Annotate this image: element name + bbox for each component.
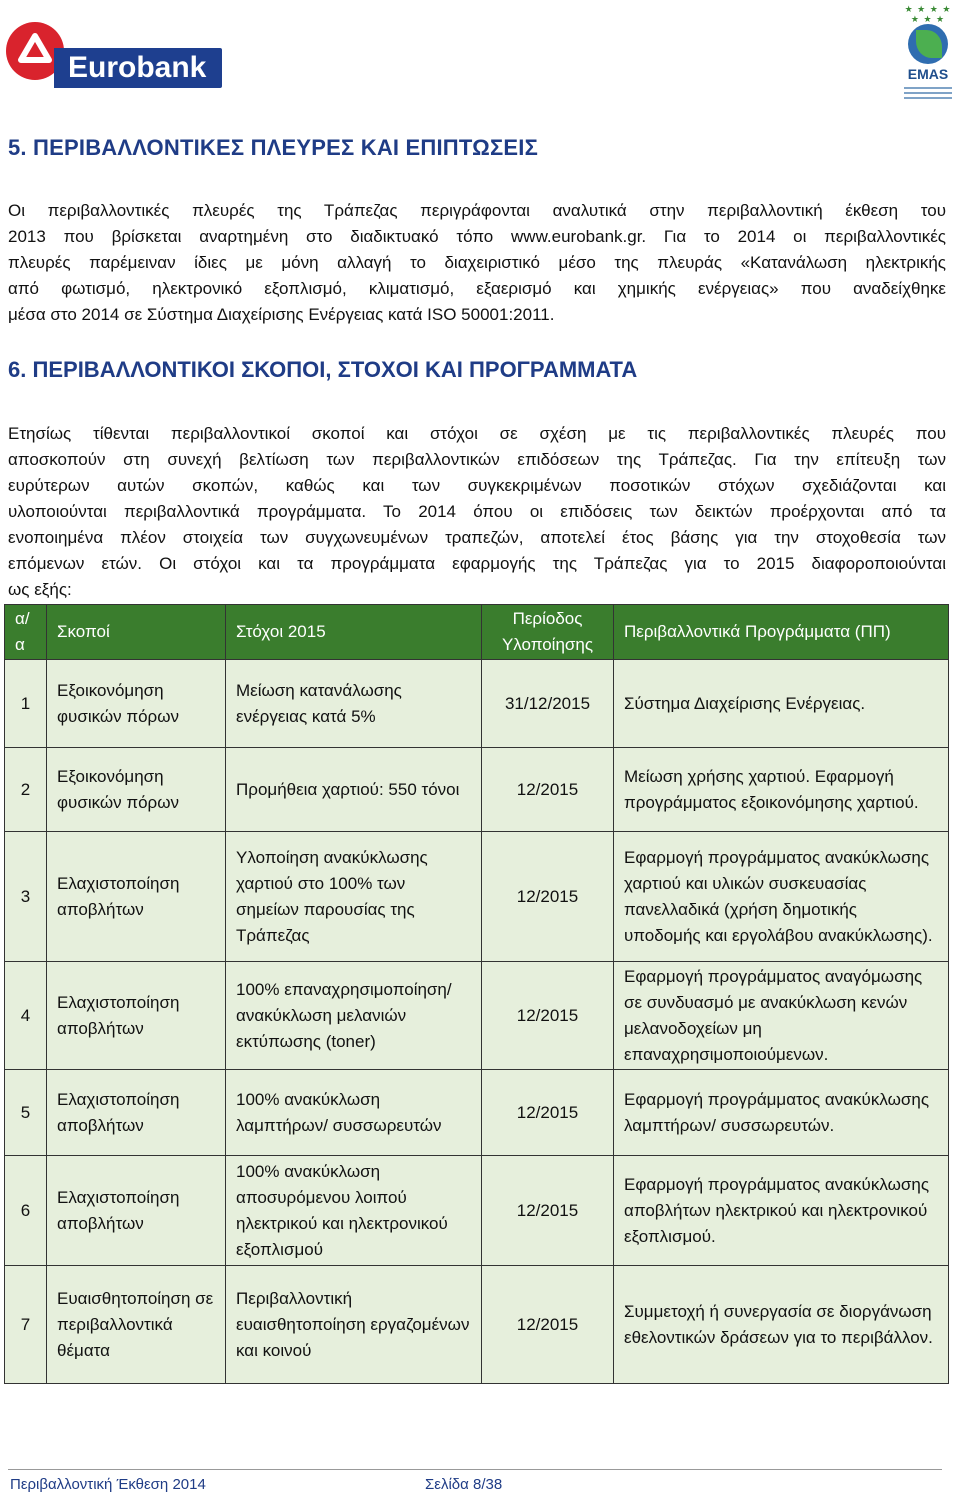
paragraph-line: από φωτισμό, ηλεκτρονικό εξοπλισμό, κλιματισμό, εξαερισμό και χημικής ενέργειας» που αναδείχθηκε bbox=[8, 279, 946, 298]
table-header-row bbox=[5, 605, 949, 660]
cell-program: Συμμετοχή ή συνεργασία σε διοργάνωση εθελοντικών δράσεων για το περιβάλλον. bbox=[614, 1266, 949, 1384]
cell-period: 12/2015 bbox=[482, 1156, 614, 1266]
header-targets: Στόχοι 2015 bbox=[226, 605, 482, 660]
section-6-title: 6. ΠΕΡΙΒΑΛΛΟΝΤΙΚΟΙ ΣΚΟΠΟΙ, ΣΤΟΧΟΙ ΚΑΙ ΠΡΟΓΡΑΜΜΑΤΑ bbox=[8, 357, 638, 382]
goals-table bbox=[4, 604, 949, 1384]
cell-goal: Ευαισθητοποίηση σε περιβαλλοντικά θέματα bbox=[47, 1266, 226, 1384]
cell-period: 31/12/2015 bbox=[482, 660, 614, 748]
paragraph-line: Οι περιβαλλοντικές πλευρές της Τράπεζας περιγράφονται αναλυτικά στην περιβαλλοντική έκθεση του bbox=[8, 201, 946, 220]
cell-program: Εφαρμογή προγράμματος ανακύκλωσης αποβλήτων ηλεκτρικού και ηλεκτρονικού εξοπλισμού. bbox=[614, 1156, 949, 1266]
cell-period: 12/2015 bbox=[482, 1070, 614, 1156]
paragraph-line: ευρύτερων αυτών σκοπών, καθώς και των συγκεκριμένων ποσοτικών στόχων σχεδιάζονται και bbox=[8, 476, 946, 495]
cell-aa: 7 bbox=[5, 1266, 47, 1384]
table-row bbox=[5, 748, 949, 832]
eurobank-logo bbox=[6, 22, 220, 90]
header-goals: Σκοποί bbox=[47, 605, 226, 660]
paragraph-line: ως εξής: bbox=[8, 580, 72, 599]
paragraph-line: επόμενων ετών. Οι στόχοι και τα προγράμματα εφαρμογής της Τράπεζας για το 2015 διαφοροποιούνται bbox=[8, 554, 946, 573]
cell-goal: Ελαχιστοποίηση αποβλήτων bbox=[47, 1156, 226, 1266]
header-programs: Περιβαλλοντικά Προγράμματα (ΠΠ) bbox=[614, 605, 949, 660]
cell-aa: 6 bbox=[5, 1156, 47, 1266]
paragraph-line: 2013 που βρίσκεται αναρτημένη στο διαδικτυακό τόπο www.eurobank.gr. Για το 2014 οι περιβαλλοντικές bbox=[8, 227, 946, 246]
cell-aa: 1 bbox=[5, 660, 47, 748]
paragraph-line: υλοποιούνται περιβαλλοντικά προγράμματα. Το 2014 όπου οι επιδόσεις των δεικτών προέρχονται από τα bbox=[8, 502, 946, 521]
emas-globe-icon bbox=[908, 24, 948, 64]
cell-goal: Εξοικονόμηση φυσικών πόρων bbox=[47, 748, 226, 832]
cell-target: Υλοποίηση ανακύκλωσης χαρτιού στο 100% των σημείων παρουσίας της Τράπεζας bbox=[226, 832, 482, 962]
paragraph-line: Ετησίως τίθενται περιβαλλοντικοί σκοποί και στόχοι σε σχέση με τις περιβαλλοντικές πλευρές που bbox=[8, 424, 946, 443]
cell-period: 12/2015 bbox=[482, 962, 614, 1070]
cell-aa: 2 bbox=[5, 748, 47, 832]
table-row bbox=[5, 1156, 949, 1266]
header-aa: α/ α bbox=[5, 605, 47, 660]
paragraph-line: ενοποιημένα πλέον στοιχεία των συγχωνευμένων τραπεζών, αποτελεί έτος βάσης για την στοχοθεσία των bbox=[8, 528, 946, 547]
cell-aa: 5 bbox=[5, 1070, 47, 1156]
table-row bbox=[5, 660, 949, 748]
cell-goal: Ελαχιστοποίηση αποβλήτων bbox=[47, 832, 226, 962]
table-row bbox=[5, 1266, 949, 1384]
cell-program: Εφαρμογή προγράμματος αναγόμωσης σε συνδυασμό με ανακύκλωση κενών μελανοδοχείων μη επαναχρησιμοποιούμενων. bbox=[614, 962, 949, 1070]
table-row bbox=[5, 832, 949, 962]
cell-period: 12/2015 bbox=[482, 1266, 614, 1384]
table-row bbox=[5, 962, 949, 1070]
emas-caption-lines bbox=[900, 84, 956, 104]
eurobank-wordmark: Eurobank bbox=[54, 48, 222, 88]
cell-target: 100% ανακύκλωση λαμπτήρων/ συσσωρευτών bbox=[226, 1070, 482, 1156]
cell-target: 100% επαναχρησιμοποίηση/ ανακύκλωση μελανιών εκτύπωσης (toner) bbox=[226, 962, 482, 1070]
paragraph-line: πλευρές παρέμειναν ίδιες με μόνη αλλαγή το διαχειριστικό μέσο της πλευράς «Κατανάλωση ηλεκτρικής bbox=[8, 253, 946, 272]
eu-stars-icon: ★ ★ ★ ★ ★ ★ ★ bbox=[904, 4, 952, 24]
cell-aa: 4 bbox=[5, 962, 47, 1070]
section-5-paragraph bbox=[8, 198, 946, 328]
cell-goal: Ελαχιστοποίηση αποβλήτων bbox=[47, 962, 226, 1070]
cell-target: 100% ανακύκλωση αποσυρόμενου λοιπού ηλεκτρικού και ηλεκτρονικού εξοπλισμού bbox=[226, 1156, 482, 1266]
footer-page-number: Σελίδα 8/38 bbox=[425, 1476, 503, 1493]
cell-goal: Εξοικονόμηση φυσικών πόρων bbox=[47, 660, 226, 748]
cell-aa: 3 bbox=[5, 832, 47, 962]
cell-program: Εφαρμογή προγράμματος ανακύκλωσης χαρτιού και υλικών συσκευασίας πανελλαδικά (χρήση δημοτικής υποδομής και εργολάβου ανακύκλωσης). bbox=[614, 832, 949, 962]
paragraph-line: μέσα στο 2014 σε Σύστημα Διαχείρισης Ενέργειας κατά ISO 50001:2011. bbox=[8, 305, 555, 324]
emas-logo bbox=[898, 2, 958, 110]
section-6-paragraph bbox=[8, 421, 946, 603]
cell-target: Περιβαλλοντική ευαισθητοποίηση εργαζομένων και κοινού bbox=[226, 1266, 482, 1384]
cell-program: Μείωση χρήσης χαρτιού. Εφαρμογή προγράμματος εξοικονόμησης χαρτιού. bbox=[614, 748, 949, 832]
footer-report-title: Περιβαλλοντική Έκθεση 2014 bbox=[10, 1476, 206, 1493]
cell-period: 12/2015 bbox=[482, 832, 614, 962]
cell-target: Προμήθεια χαρτιού: 550 τόνοι bbox=[226, 748, 482, 832]
header-period: Περίοδος Υλοποίησης bbox=[482, 605, 614, 660]
section-5-title: 5. ΠΕΡΙΒΑΛΛΟΝΤΙΚΕΣ ΠΛΕΥΡΕΣ ΚΑΙ ΕΠΙΠΤΩΣΕΙΣ bbox=[8, 135, 538, 160]
table-row bbox=[5, 1070, 949, 1156]
cell-program: Σύστημα Διαχείρισης Ενέργειας. bbox=[614, 660, 949, 748]
cell-period: 12/2015 bbox=[482, 748, 614, 832]
paragraph-line: αποσκοπούν στη συνεχή βελτίωση των περιβαλλοντικών επιδόσεων της Τράπεζας. Για την επίτευξη των bbox=[8, 450, 946, 469]
emas-wordmark: EMAS bbox=[907, 66, 949, 82]
footer-divider bbox=[8, 1469, 942, 1470]
cell-program: Εφαρμογή προγράμματος ανακύκλωσης λαμπτήρων/ συσσωρευτών. bbox=[614, 1070, 949, 1156]
cell-target: Μείωση κατανάλωσης ενέργειας κατά 5% bbox=[226, 660, 482, 748]
cell-goal: Ελαχιστοποίηση αποβλήτων bbox=[47, 1070, 226, 1156]
